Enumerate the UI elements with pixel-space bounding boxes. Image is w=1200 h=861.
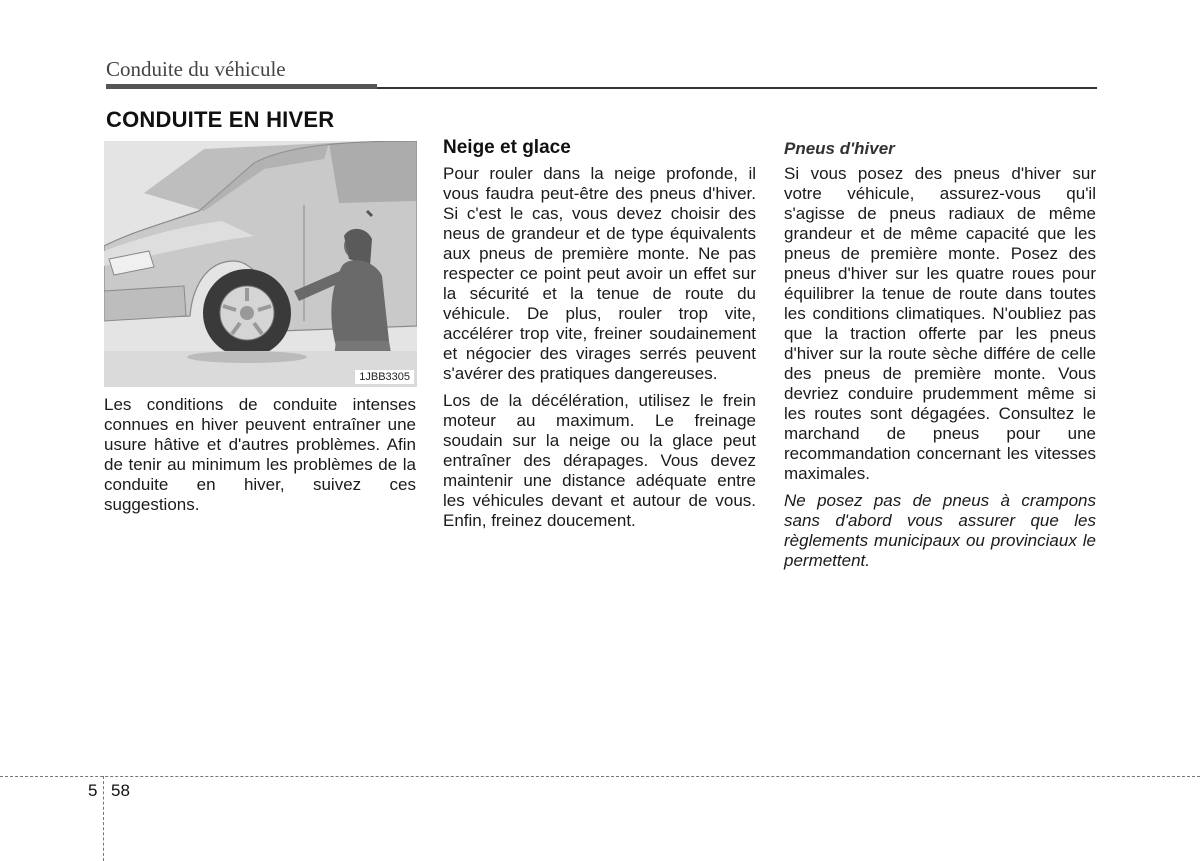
page-number: 58 (111, 781, 130, 800)
footer-rule (0, 776, 1200, 777)
car-and-person-drawing (104, 141, 417, 387)
intro-paragraph: Les conditions de conduite intenses connues en hiver peuvent entraîner une usure hâtive et d'autres problèmes. Afin de tenir au minimum les problèmes de la conduite en hiver, suivez ces suggestions. (104, 395, 416, 514)
header-rule-thick (106, 84, 377, 89)
winter-tires-paragraph: Si vous posez des pneus d'hiver sur votre véhicule, assurez-vous qu'il s'agisse de pneus radiaux de même grandeur et de même capacité que les pneus de première monte. Posez des pneus d'hiver sur les quatre roues pour équilibrer la tenue de route dans toutes les conditions climatiques. N'oubliez pas que la traction offerte par les pneus d'hiver sur la route sèche différe de celle des pneus de première monte. Vous devriez conduire prudemment même si les routes sont dégagées. Consultez le marchand de pneus pour une recommandation concernant les vitesses maximales. (784, 164, 1096, 483)
snow-ice-paragraph-2: Los de la décélération, utilisez le frein moteur au maximum. Le freinage soudain sur la neige ou la glace peut entraîner des dérapages. Vous devez maintenir une distance adéquate entre les véhicules devant et autour de vous. Enfin, freinez doucement. (443, 391, 756, 530)
snow-ice-heading: Neige et glace (443, 137, 571, 158)
running-head: Conduite du véhicule (106, 57, 286, 81)
column-intro (104, 395, 416, 522)
snow-ice-paragraph-1: Pour rouler dans la neige profonde, il vous faudra peut-être des pneus d'hiver. Si c'est le cas, vous devez choisir des neus de grandeur et de type équivalents aux pneus de première monte. Ne pas respecter ce point peut avoir un effet sur la sécurité et la tenue de route du véhicule. De plus, rouler trop vite, accélérer trop vite, freiner soudainement et négocier des virages serrés peuvent s'avérer des pratiques dangereuses. (443, 164, 756, 383)
winter-tire-illustration (104, 141, 417, 387)
column-winter-tires (784, 139, 1096, 578)
column-snow-ice (443, 138, 756, 538)
header-rule-thin (377, 87, 1097, 89)
chapter-number: 5 (88, 781, 98, 800)
section-title: CONDUITE EN HIVER (106, 107, 335, 132)
figure-code: 1JBB3305 (355, 370, 414, 384)
footer-divider (103, 776, 104, 861)
winter-tires-subheading: Pneus d'hiver (784, 139, 895, 158)
studded-tires-note: Ne posez pas de pneus à crampons sans d'abord vous assurer que les règlements municipaux ou provinciaux le permettent. (784, 491, 1096, 570)
